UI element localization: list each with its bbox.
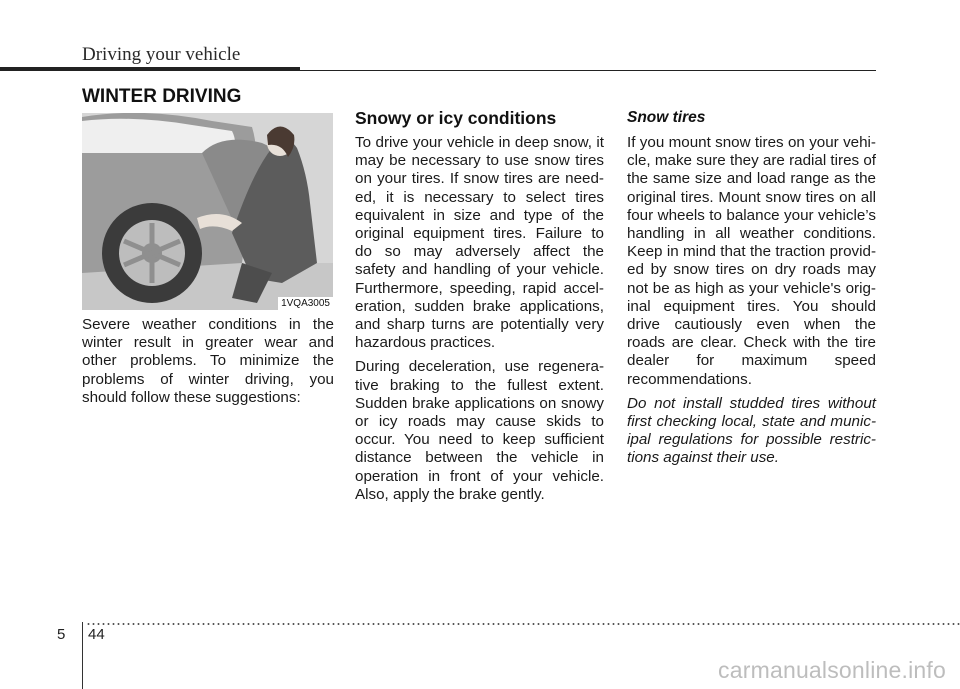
intro-column bbox=[82, 316, 334, 413]
snowy-paragraph-2: During deceleration, use regenera-tive braking to the fullest extent. Sudden brake applications on snowy or icy roads may cause skids to occur. You need to keep sufficient distance between the vehicle in operation in front of your vehicle. Also, apply the brake gently. bbox=[355, 358, 604, 503]
illustration-snow-tire-check bbox=[82, 113, 333, 310]
figure-code: 1VQA3005 bbox=[278, 297, 333, 310]
snowy-column bbox=[355, 134, 604, 510]
page-number: 44 bbox=[88, 626, 105, 643]
subheading-snowy-icy: Snowy or icy conditions bbox=[355, 108, 557, 128]
snow-tires-paragraph: If you mount snow tires on your vehi-cle, make sure they are radial tires of the same size and load range as the original tires. Mount snow tires on all four wheels to balance your vehicle’s handling in all weather conditions. Keep in mind that the traction provid-ed by snow tires on dry roads may not be as high as your vehicle's orig-inal equipment tires. You should drive cautiously even when the roads are clear. Check with the tire dealer for maximum speed recommendations. bbox=[627, 134, 877, 388]
snowy-paragraph-1: To drive your vehicle in deep snow, it may be necessary to use snow tires on your tires. If snow tires are need-ed, it is necessary to select tires equivalent in size and type of the original equipment tires. Failure to do so may adversely affect the safety and handling of your vehicle. Furthermore, speeding, rapid accel-eration, sudden brake applications, and sharp turns are potentially very hazardous practices. bbox=[355, 134, 604, 352]
running-header: Driving your vehicle bbox=[82, 44, 241, 65]
section-title: WINTER DRIVING bbox=[82, 86, 242, 107]
snow-tires-column bbox=[627, 134, 876, 474]
studded-tires-note: Do not install studded tires without first checking local, state and munic-ipal regulations for possible restric-tions against their use. bbox=[627, 394, 876, 467]
header-rule-thin bbox=[300, 70, 876, 71]
subheading-snow-tires: Snow tires bbox=[627, 109, 706, 126]
footer-vertical-rule bbox=[82, 622, 83, 689]
chapter-number: 5 bbox=[57, 626, 66, 643]
header-rule-thick bbox=[0, 67, 300, 71]
illustration-graphic bbox=[82, 113, 333, 310]
watermark: carmanualsonline.info bbox=[718, 657, 946, 683]
footer-dotted-rule bbox=[86, 623, 960, 625]
intro-paragraph: Severe weather conditions in the winter result in greater wear and other problems. To minimize the problems of winter driving, you should follow these suggestions: bbox=[82, 316, 334, 406]
